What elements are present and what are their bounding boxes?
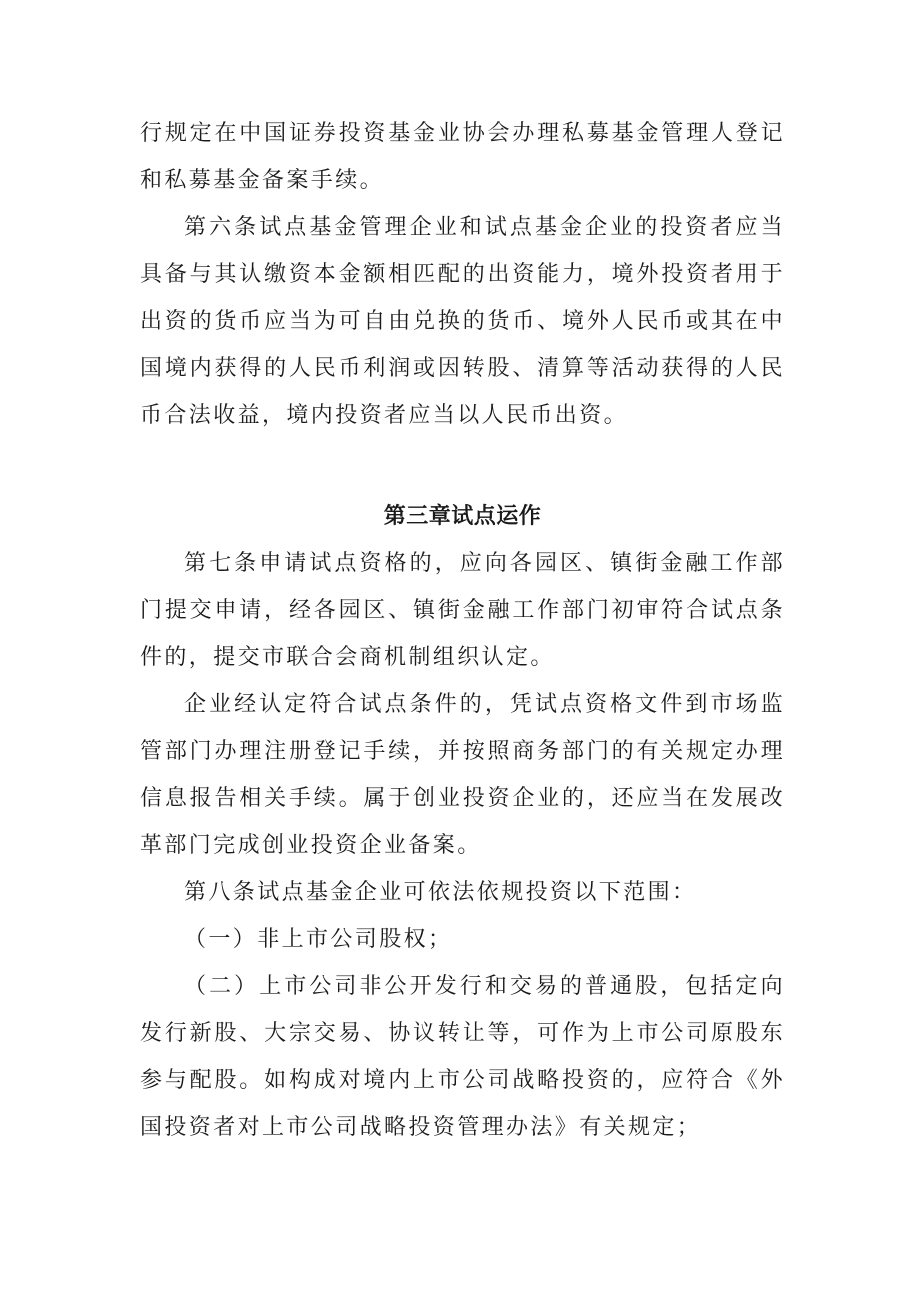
list-item-1: （一）非上市公司股权；	[184, 927, 453, 952]
paragraph-continuation: 行规定在中国证券投资基金业协会办理私募基金管理人登记和私募基金备案手续。	[140, 121, 785, 193]
chapter-heading: 第三章试点运作	[383, 504, 542, 529]
paragraph-article-6: 第六条试点基金管理企业和试点基金企业的投资者应当具备与其认缴资本金额相匹配的出资能力，境外投资者用于出资的货币应当为可自由兑换的货币、境外人民币或其在中国境内获得的人民币利润或因转股、清算等活动获得的人民币合法收益，境内投资者应当以人民币出资。	[140, 215, 785, 428]
paragraph-article-8: 第八条试点基金企业可依法依规投资以下范围：	[184, 880, 697, 905]
list-item-2: （二）上市公司非公开发行和交易的普通股，包括定向发行新股、大宗交易、协议转让等，可作为上市公司原股东参与配股。如构成对境内上市公司战略投资的，应符合《外国投资者对上市公司战略投资管理办法》有关规定；	[140, 974, 785, 1140]
document-body	[140, 110, 785, 1151]
section-spacer	[140, 439, 785, 493]
paragraph-article-7: 第七条申请试点资格的，应向各园区、镇街金融工作部门提交申请，经各园区、镇街金融工作部门初审符合试点条件的，提交市联合会商机制组织认定。	[140, 551, 785, 670]
paragraph-registration: 企业经认定符合试点条件的，凭试点资格文件到市场监管部门办理注册登记手续，并按照商务部门的有关规定办理信息报告相关手续。属于创业投资企业的，还应当在发展改革部门完成创业投资企业备案。	[140, 692, 785, 858]
